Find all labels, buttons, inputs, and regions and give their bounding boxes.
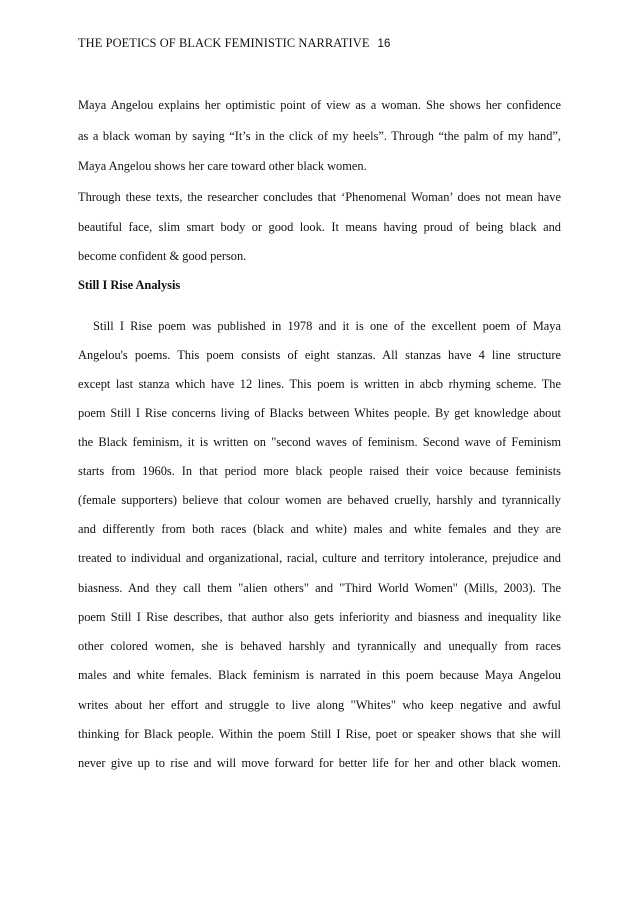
text-line: as a black woman by saying “It’s in the click of my heels”. Through “the palm of my hand”, bbox=[78, 129, 561, 143]
text-line: (female supporters) believe that colour women are behaved cruelly, harshly and tyrannically bbox=[78, 493, 561, 507]
text-line: beautiful face, slim smart body or good look. It means having proud of being black and bbox=[78, 220, 561, 234]
text-line: other colored women, she is behaved harshly and tyrannically and unequally from races bbox=[78, 639, 561, 653]
text-line: except last stanza which have 12 lines. This poem is written in abcb rhyming scheme. The bbox=[78, 377, 561, 391]
text-line: Still I Rise poem was published in 1978 and it is one of the excellent poem of Maya bbox=[93, 319, 561, 333]
text-line: thinking for Black people. Within the poem Still I Rise, poet or speaker shows that she will bbox=[78, 727, 561, 741]
text-line: become confident & good person. bbox=[78, 249, 247, 263]
text-line: treated to individual and organizational, racial, culture and territory intolerance, prejudice and bbox=[78, 551, 561, 565]
header-title: THE POETICS OF BLACK FEMINISTIC NARRATIVE bbox=[78, 36, 370, 50]
page-number: 16 bbox=[377, 38, 391, 50]
text-line: and differently from both races (black and white) males and white females and they are bbox=[78, 522, 561, 536]
running-header bbox=[78, 36, 391, 51]
text-line: Angelou's poems. This poem consists of eight stanzas. All stanzas have 4 line structure bbox=[78, 348, 561, 362]
text-line: biasness. And they call them "alien others" and "Third World Women" (Mills, 2003). The bbox=[78, 581, 561, 595]
text-line: Through these texts, the researcher concludes that ‘Phenomenal Woman’ does not mean have bbox=[78, 190, 561, 204]
text-line: Maya Angelou explains her optimistic point of view as a woman. She shows her confidence bbox=[78, 98, 561, 112]
text-line: never give up to rise and will move forward for better life for her and other black women. bbox=[78, 756, 561, 770]
section-heading: Still I Rise Analysis bbox=[78, 278, 181, 292]
text-line: Maya Angelou shows her care toward other black women. bbox=[78, 159, 367, 173]
text-line: the Black feminism, it is written on "second waves of feminism. Second wave of Feminism bbox=[78, 435, 561, 449]
text-line: poem Still I Rise describes, that author also gets inferiority and biasness and inequality like bbox=[78, 610, 561, 624]
text-line: males and white females. Black feminism is narrated in this poem because Maya Angelou bbox=[78, 668, 561, 682]
text-line: writes about her effort and struggle to live along "Whites" who keep negative and awful bbox=[78, 698, 561, 712]
text-line: poem Still I Rise concerns living of Blacks between Whites people. By get knowledge about bbox=[78, 406, 561, 420]
text-line: starts from 1960s. In that period more black people raised their voice because feminists bbox=[78, 464, 561, 478]
